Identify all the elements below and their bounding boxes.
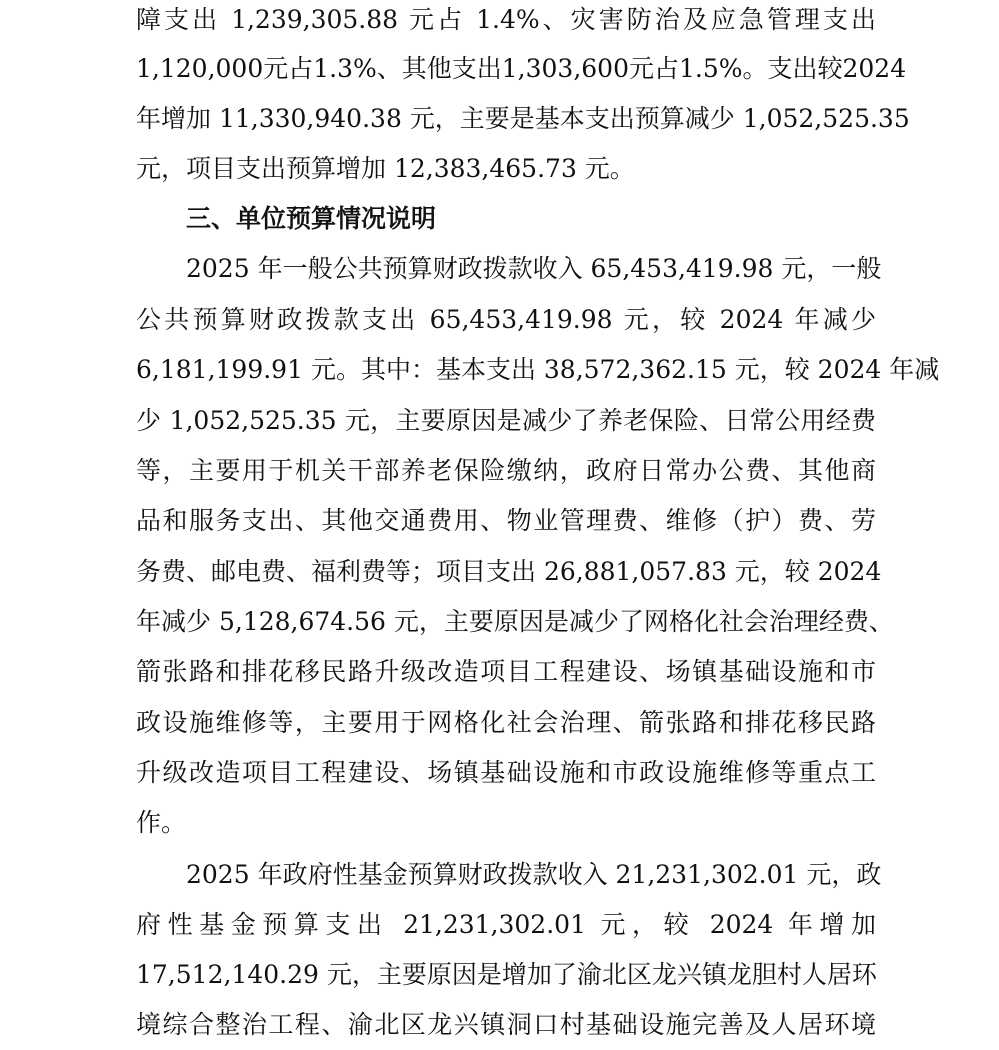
text-line: 务费、邮电费、福利费等；项目支出 26,881,057.83 元，较 2024 <box>136 557 882 586</box>
text-line: 品和服务支出、其他交通费用、物业管理费、维修（护）费、劳 <box>136 506 876 535</box>
text-line: 等，主要用于机关干部养老保险缴纳，政府日常办公费、其他商 <box>136 456 876 485</box>
text-line: 年减少 5,128,674.56 元，主要原因是减少了网格化社会治理经费、 <box>136 607 894 636</box>
text-line: 障支出 1,239,305.88 元占 1.4%、灾害防治及应急管理支出 <box>136 5 876 34</box>
text-line: 境综合整治工程、渝北区龙兴镇洞口村基础设施完善及人居环境 <box>136 1010 876 1039</box>
text-line: 政设施维修等，主要用于网格化社会治理、箭张路和排花移民路 <box>136 708 876 737</box>
section-heading: 三、单位预算情况说明 <box>186 204 437 233</box>
text-line: 箭张路和排花移民路升级改造项目工程建设、场镇基础设施和市 <box>136 657 876 686</box>
text-line: 升级改造项目工程建设、场镇基础设施和市政设施维修等重点工 <box>136 758 876 787</box>
text-line: 1,120,000元占1.3%、其他支出1,303,600元占1.5%。支出较2024 <box>136 54 907 83</box>
text-line: 少 1,052,525.35 元，主要原因是减少了养老保险、日常公用经费 <box>136 406 876 435</box>
text-line: 府性基金预算支出 21,231,302.01 元，较 2024 年增加 <box>136 910 876 939</box>
text-line: 作。 <box>136 808 187 837</box>
text-line: 元，项目支出预算增加 12,383,465.73 元。 <box>136 154 635 183</box>
text-line: 2025 年政府性基金预算财政拨款收入 21,231,302.01 元，政 <box>186 860 882 889</box>
text-line: 17,512,140.29 元，主要原因是增加了渝北区龙兴镇龙胆村人居环 <box>136 960 877 989</box>
text-line: 2025 年一般公共预算财政拨款收入 65,453,419.98 元，一般 <box>186 254 882 283</box>
text-line: 公共预算财政拨款支出 65,453,419.98 元，较 2024 年减少 <box>136 305 876 334</box>
text-line: 年增加 11,330,940.38 元，主要是基本支出预算减少 1,052,525.35 <box>136 104 910 133</box>
text-line: 6,181,199.91 元。其中：基本支出 38,572,362.15 元，较 2024 年减 <box>136 355 940 384</box>
